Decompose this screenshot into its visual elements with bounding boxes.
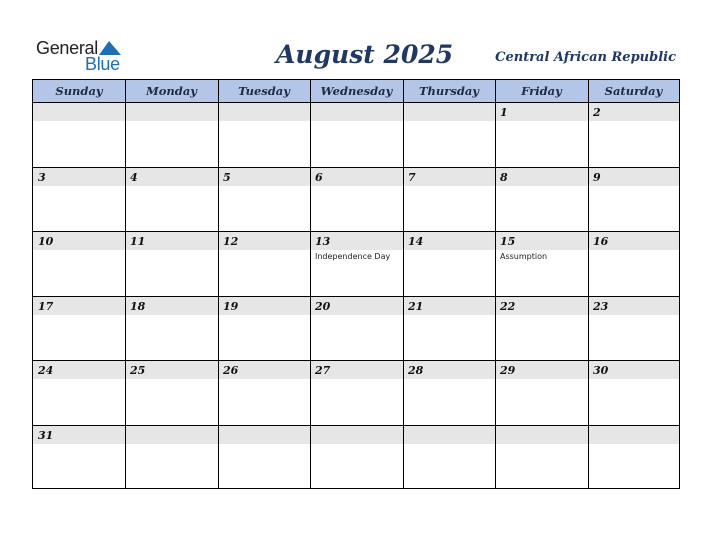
logo-text-general: General: [36, 38, 98, 58]
empty-day-cell: [403, 426, 495, 488]
day-cell-13: [310, 232, 403, 296]
row-divider: [33, 425, 679, 426]
day-number-band: [403, 168, 495, 186]
empty-day-cell: [218, 103, 310, 167]
day-cell-23: [588, 297, 679, 360]
weekday-sunday: Sunday: [55, 84, 103, 98]
calendar-title: August 2025: [276, 40, 454, 69]
day-cell-18: [125, 297, 218, 360]
weekday-thursday: Thursday: [419, 84, 479, 98]
column-divider: [403, 80, 404, 488]
day-number: 1: [500, 106, 508, 119]
day-number: 5: [223, 171, 231, 184]
day-cell-3: [33, 168, 125, 231]
day-number-band: [403, 426, 495, 444]
column-divider: [588, 80, 589, 488]
day-cell-15: [495, 232, 588, 296]
day-number: 8: [500, 171, 508, 184]
day-cell-28: [403, 361, 495, 425]
day-number-band: [33, 103, 125, 121]
weekday-tuesday: Tuesday: [238, 84, 290, 98]
day-number: 17: [38, 300, 54, 313]
day-number: 30: [593, 364, 609, 377]
day-number-band: [218, 103, 310, 121]
day-number: 7: [408, 171, 416, 184]
day-number: 14: [408, 235, 424, 248]
day-number: 28: [408, 364, 424, 377]
day-number: 15: [500, 235, 516, 248]
weekday-wednesday: Wednesday: [320, 84, 393, 98]
day-number: 23: [593, 300, 609, 313]
weekday-saturday: Saturday: [604, 84, 663, 98]
day-number: 29: [500, 364, 516, 377]
day-cell-24: [33, 361, 125, 425]
generalblue-logo: [36, 38, 136, 74]
day-cell-19: [218, 297, 310, 360]
day-number: 12: [223, 235, 239, 248]
empty-day-cell: [495, 426, 588, 488]
day-number-band: [125, 103, 218, 121]
day-cell-20: [310, 297, 403, 360]
day-cell-1: [495, 103, 588, 167]
empty-day-cell: [218, 426, 310, 488]
day-number: 25: [130, 364, 146, 377]
day-number: 13: [315, 235, 331, 248]
day-number: 4: [130, 171, 138, 184]
day-number: 20: [315, 300, 331, 313]
day-number-band: [310, 168, 403, 186]
row-divider: [33, 231, 679, 232]
day-cell-10: [33, 232, 125, 296]
day-number: 31: [38, 429, 54, 442]
day-cell-17: [33, 297, 125, 360]
day-number-band: [588, 168, 679, 186]
day-cell-30: [588, 361, 679, 425]
logo-text-blue: Blue: [85, 54, 120, 74]
day-number-band: [495, 103, 588, 121]
day-number: 18: [130, 300, 146, 313]
day-cell-26: [218, 361, 310, 425]
day-cell-7: [403, 168, 495, 231]
logo-flag-icon: [99, 41, 121, 55]
day-cell-2: [588, 103, 679, 167]
country-name: Central African Republic: [495, 50, 676, 65]
day-number-band: [310, 426, 403, 444]
day-cell-5: [218, 168, 310, 231]
day-number: 22: [500, 300, 516, 313]
day-cell-22: [495, 297, 588, 360]
day-number-band: [495, 168, 588, 186]
day-cell-12: [218, 232, 310, 296]
day-number: 10: [38, 235, 54, 248]
empty-day-cell: [125, 426, 218, 488]
day-number: 11: [130, 235, 146, 248]
day-number: 27: [315, 364, 331, 377]
day-cell-27: [310, 361, 403, 425]
day-number-band: [403, 103, 495, 121]
day-cell-25: [125, 361, 218, 425]
holiday-label: Assumption: [500, 252, 548, 261]
day-number-band: [218, 168, 310, 186]
weekday-friday: Friday: [521, 84, 562, 98]
day-number-band: [125, 168, 218, 186]
empty-day-cell: [403, 103, 495, 167]
row-divider: [33, 360, 679, 361]
day-number: 3: [38, 171, 46, 184]
column-divider: [495, 80, 496, 488]
column-divider: [310, 80, 311, 488]
column-divider: [218, 80, 219, 488]
day-cell-9: [588, 168, 679, 231]
day-number-band: [588, 103, 679, 121]
day-number: 9: [593, 171, 601, 184]
holiday-label: Independence Day: [315, 252, 391, 261]
empty-day-cell: [310, 426, 403, 488]
row-divider: [33, 167, 679, 168]
day-number: 19: [223, 300, 239, 313]
day-number: 6: [315, 171, 323, 184]
empty-day-cell: [310, 103, 403, 167]
empty-day-cell: [125, 103, 218, 167]
row-divider: [33, 296, 679, 297]
weekday-monday: Monday: [146, 84, 197, 98]
weekday-header-row: [33, 80, 679, 103]
day-cell-29: [495, 361, 588, 425]
day-number-band: [218, 426, 310, 444]
day-number-band: [310, 103, 403, 121]
day-number: 21: [408, 300, 424, 313]
day-cell-21: [403, 297, 495, 360]
day-number: 2: [593, 106, 601, 119]
day-number: 26: [223, 364, 239, 377]
day-cell-11: [125, 232, 218, 296]
day-number-band: [495, 426, 588, 444]
day-cell-4: [125, 168, 218, 231]
column-divider: [125, 80, 126, 488]
day-cell-31: [33, 426, 125, 488]
day-number: 24: [38, 364, 54, 377]
day-cell-16: [588, 232, 679, 296]
day-number: 16: [593, 235, 609, 248]
day-cell-8: [495, 168, 588, 231]
day-number-band: [588, 426, 679, 444]
day-number-band: [33, 168, 125, 186]
empty-day-cell: [588, 426, 679, 488]
calendar-grid: [32, 79, 680, 489]
day-cell-6: [310, 168, 403, 231]
day-number-band: [125, 426, 218, 444]
empty-day-cell: [33, 103, 125, 167]
day-cell-14: [403, 232, 495, 296]
